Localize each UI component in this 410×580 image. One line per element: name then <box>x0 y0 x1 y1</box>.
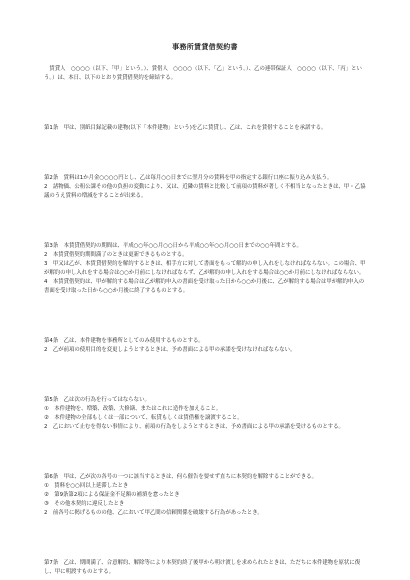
paragraph-spacer <box>44 149 366 158</box>
contract-paragraph: ① 本件建物を、増築、改築、大修繕、またはこれに造作を加えること。 <box>44 406 222 412</box>
contract-paragraph: 3 甲又は乙が、本賃貸借契約を解約するときは、相手方に対して書面をもって解約の申し入れをしなければならない。この場合、甲が解約の申し入れをする場合は○○か月前にしなければならず、乙が解約の申し入れをする場合は○○か月前にしなければならない。 <box>44 261 366 276</box>
contract-paragraph: 第7条 乙は、期間満了、合意解約、解除等により本契約終了後甲から明け渡しを求められたときは、ただちに本件建物を原状に復し、甲に明渡すものとする。 <box>44 560 361 575</box>
contract-paragraph: 4 本賃貸借契約は、甲が解約する場合は乙が解約申入の書面を受け取った日から○○か月後に、乙が解約する場合は甲が解約申入の書面を受け取った日から○○か月後に終了するものとする。 <box>44 279 365 294</box>
contract-paragraph: ② 第9条第2項による保証金不足額の補填を怠ったとき <box>44 492 180 498</box>
document-title: 事務所賃貸借契約書 <box>172 43 238 51</box>
contract-paragraph: 第3条 本賃貸借契約の期間は、平成○○年○○月○○日から平成○○年○○月○○日までの○○年間とする。 <box>44 243 302 249</box>
paragraph-spacer <box>44 371 366 380</box>
paragraph-spacer <box>44 99 366 108</box>
contract-paragraph: 2 諸物価、公租公課その他の負担の変動により、又は、近隣の賃料と比較して前項の賃料が著しく不相当となったときは、甲・乙協議のうえ賃料の増減をすることが出来る。 <box>44 184 366 199</box>
contract-paragraph: 第2条 賃料は1か月金○○○○円とし、乙は毎月○○日までに翌月分の賃料を甲の指定する銀行口座に振り込み支払う。 <box>44 175 333 181</box>
paragraph-spacer <box>44 312 366 321</box>
contract-paragraph: ② 本件建物の全部もしくは一部について、転貸もしくは賃借権を譲渡すること。 <box>44 415 243 421</box>
contract-paragraph: 第4条 乙は、本件建物を事務所としてのみ使用するものとする。 <box>44 338 204 344</box>
contract-paragraph: 第5条 乙は次の行為を行ってはならない。 <box>44 397 150 403</box>
contract-paragraph: ③ その他本契約に違反したとき <box>44 501 125 507</box>
paragraph-spacer <box>44 217 366 226</box>
contract-paragraph: 賃貸人 ○○○○（以下、「甲」という。）、賃借人 ○○○○（以下、「乙」という。）、乙の連帯保証人 ○○○○（以下、「丙」という。）は、本日、以下のとおり賃貸借契約を締結する。 <box>44 66 362 81</box>
paragraph-spacer <box>44 534 366 543</box>
contract-paragraph: ① 賃料を○○回以上延滞したとき <box>44 483 129 489</box>
contract-paragraph: 2 乙が前項の使用目的を変更しようとするときは、予め書面による甲の承諾を受けなければならない。 <box>44 347 296 353</box>
contract-paragraph: 2 前各号に掲げるものの他、乙において甲乙間の信頼関係を破壊する行為があったとき。 <box>44 510 263 516</box>
contract-paragraph: 2 本賃貸借契約期間満了のときは更新できるものとする。 <box>44 252 188 258</box>
contract-paragraph: 第6条 甲は、乙が次の各号の一つに該当するときは、何ら催告を要せず直ちに本契約を解除することができる。 <box>44 474 317 480</box>
paragraph-spacer <box>44 448 366 457</box>
contract-body <box>44 65 366 577</box>
contract-paragraph: 2 乙において止むを得ない事情により、前項の行為をしようとするときは、予め書面による甲の承諾を受けるものとする。 <box>44 424 344 430</box>
contract-paragraph: 第1条 甲は、別紙目録記載の建物(以下「本件建物」という)を乙に賃貸し、乙は、これを賃借することを承諾する。 <box>44 125 327 131</box>
